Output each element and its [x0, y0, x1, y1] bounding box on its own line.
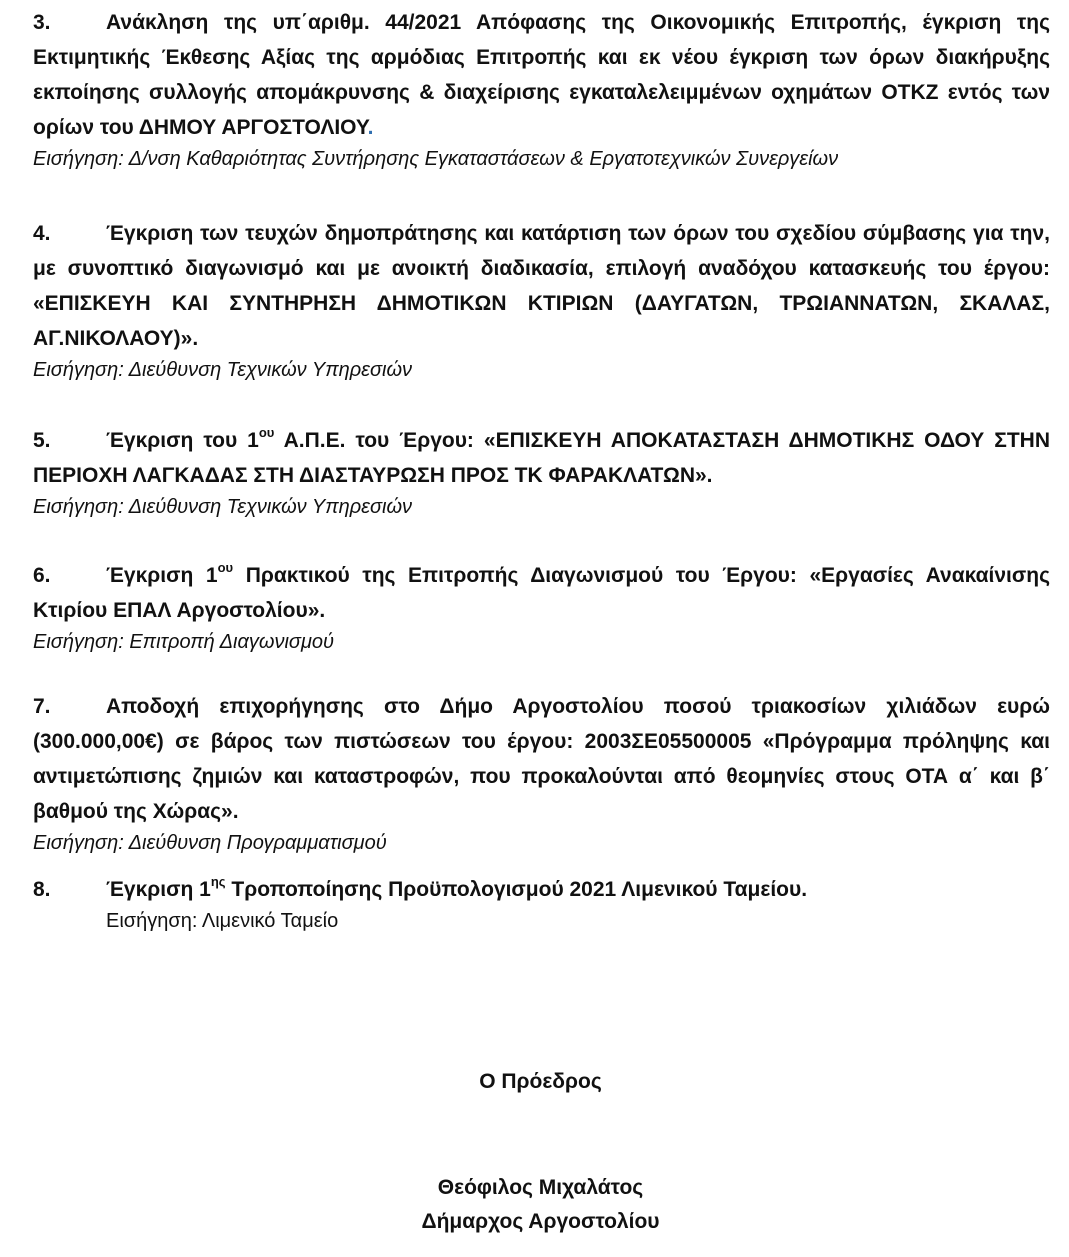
agenda-item-recommendation: Εισήγηση: Διεύθυνση Τεχνικών Υπηρεσιών [33, 496, 413, 518]
agenda-item-text: Έγκριση των τευχών δημοπράτησης και κατάρτιση των όρων του σχεδίου σύμβασης για την, με συνοπτικό διαγωνισμό και με ανοικτή διαδικασία, επιλογή αναδόχου κατασκευής του έργου: «ΕΠΙΣΚΕΥΗ ΚΑΙ ΣΥΝΤΗΡΗΣΗ ΔΗΜΟΤΙΚΩΝ ΚΤΙΡΙΩΝ (ΔΑΥΓΑΤΩΝ, ΤΡΩΙΑΝΝΑΤΩΝ, ΣΚΑΛΑΣ, ΑΓ.ΝΙΚΟΛΑΟΥ)». [33, 222, 1050, 350]
agenda-item-number: 3. [33, 11, 51, 34]
agenda-item-4 [33, 216, 1050, 384]
signature-role: Ο Πρόεδρος [479, 1070, 602, 1093]
agenda-item-text-cont: Πρακτικού της Επιτροπής Διαγωνισμού του Έργου: «Εργασίες Ανακαίνισης Κτιρίου ΕΠΑΛ Αργοστολίου». [33, 564, 1050, 622]
agenda-item-text-cont: Α.Π.Ε. του Έργου: «ΕΠΙΣΚΕΥΗ ΑΠΟΚΑΤΑΣΤΑΣΗ ΔΗΜΟΤΙΚΗΣ ΟΔΟΥ ΣΤΗΝ ΠΕΡΙΟΧΗ ΛΑΓΚΑΔΑΣ ΣΤΗ ΔΙΑΣΤΑΥΡΩΣΗ ΠΡΟΣ ΤΚ ΦΑΡΑΚΛΑΤΩΝ». [33, 429, 1050, 487]
agenda-item-title [33, 689, 1050, 829]
agenda-item-number: 8. [33, 878, 51, 901]
agenda-item-title [33, 5, 1050, 145]
agenda-item-text: Έγκριση 1 [106, 878, 211, 901]
agenda-item-text-cont: Τροποποίησης Προϋπολογισμού 2021 Λιμενικού Ταμείου. [225, 878, 808, 901]
agenda-item-title [33, 423, 1050, 493]
agenda-item-title [33, 216, 1050, 356]
agenda-item-text: Έγκριση του 1 [106, 429, 259, 452]
agenda-item-recommendation: Εισήγηση: Λιμενικό Ταμείο [106, 910, 339, 932]
agenda-item-title [33, 558, 1050, 628]
agenda-item-number: 7. [33, 695, 51, 718]
agenda-item-number: 4. [33, 222, 51, 245]
signature-name: Θεόφιλος Μιχαλάτος [437, 1176, 644, 1199]
agenda-item-recommendation: Εισήγηση: Δ/νση Καθαριότητας Συντήρησης Εγκαταστάσεων & Εργατοτεχνικών Συνεργείων [33, 148, 839, 170]
agenda-item-text: Ανάκληση της υπ΄αριθμ. 44/2021 Απόφασης της Οικονομικής Επιτροπής, έγκριση της Εκτιμητικής Έκθεσης Αξίας της αρμόδιας Επιτροπής και εκ νέου έγκριση των όρων διακήρυξης εκποίησης συλλογής απομάκρυνσης & διαχείρισης εγκαταλελειμμένων οχημάτων ΟΤΚΖ εντός των ορίων του ΔΗΜΟΥ ΑΡΓΟΣΤΟΛΙΟΥ [33, 11, 1050, 139]
agenda-item-recommendation: Εισήγηση: Επιτροπή Διαγωνισμού [33, 631, 335, 653]
ordinal-superscript: ου [217, 560, 234, 575]
agenda-item-end: . [367, 116, 374, 139]
agenda-item-6 [33, 558, 1050, 656]
agenda-item-8 [33, 872, 1050, 935]
signature-position: Δήμαρχος Αργοστολίου [421, 1210, 660, 1233]
ordinal-superscript: ης [210, 874, 226, 889]
agenda-item-number: 6. [33, 564, 51, 587]
ordinal-superscript: ου [258, 425, 275, 440]
agenda-item-7 [33, 689, 1050, 857]
agenda-item-title [33, 872, 1050, 907]
agenda-item-number: 5. [33, 429, 51, 452]
agenda-item-recommendation: Εισήγηση: Διεύθυνση Τεχνικών Υπηρεσιών [33, 359, 413, 381]
agenda-item-text: Αποδοχή επιχορήγησης στο Δήμο Αργοστολίου ποσού τριακοσίων χιλιάδων ευρώ (300.000,00€) σε βάρος των πιστώσεων του έργου: 2003ΣΕ05500005 «Πρόγραμμα πρόληψης και αντιμετώπισης ζημιών και καταστροφών, που προκαλούνται από θεομηνίες στους ΟΤΑ α΄ και β΄ βαθμού της Χώρας». [33, 695, 1050, 823]
agenda-item-3 [33, 5, 1050, 173]
agenda-item-recommendation: Εισήγηση: Διεύθυνση Προγραμματισμού [33, 832, 387, 854]
agenda-item-text: Έγκριση 1 [106, 564, 218, 587]
agenda-item-5 [33, 423, 1050, 521]
